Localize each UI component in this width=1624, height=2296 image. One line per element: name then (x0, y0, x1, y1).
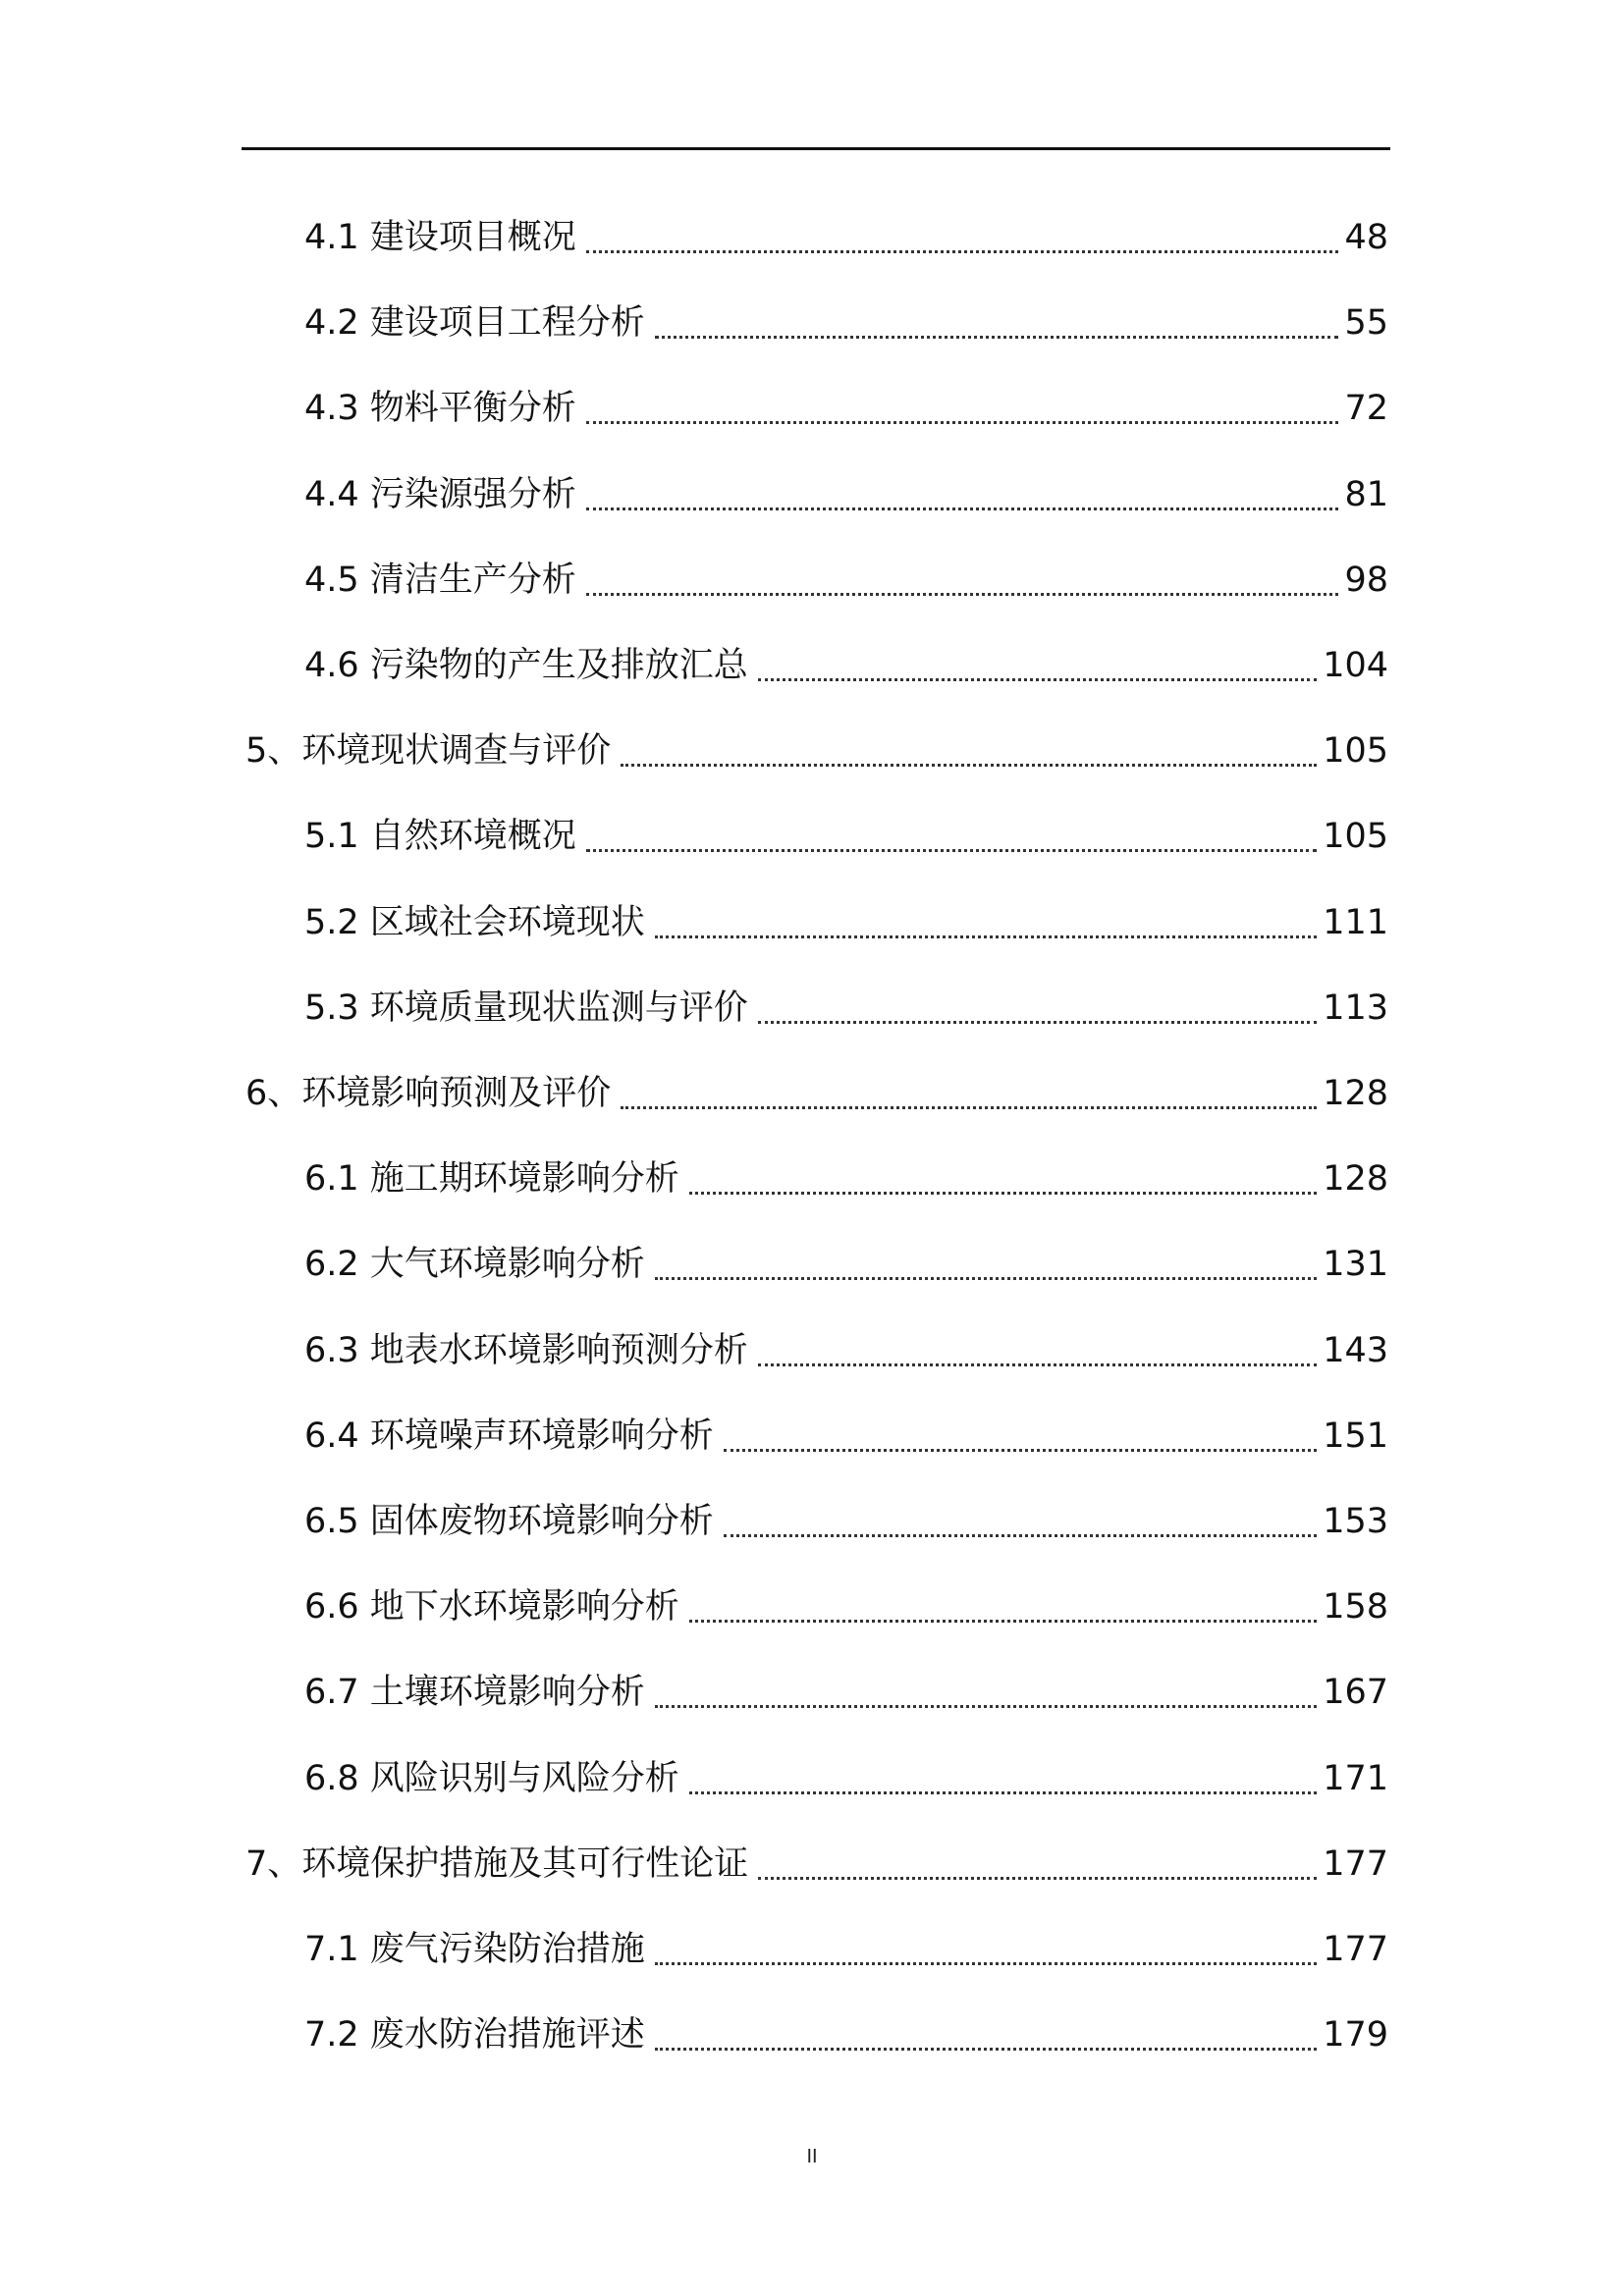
toc-entry-page: 177 (1323, 1844, 1388, 1884)
toc-entry-page: 151 (1323, 1416, 1388, 1456)
toc-dot-leader (621, 1106, 1317, 1109)
toc-dot-leader (655, 1962, 1317, 1965)
toc-dot-leader (586, 849, 1317, 852)
toc-dot-leader (655, 1277, 1317, 1280)
toc-dot-leader (655, 2048, 1317, 2051)
toc-entry[interactable] (245, 721, 1388, 780)
toc-entry-title: 4.4 污染源强分析 (304, 475, 576, 514)
toc-dot-leader (655, 336, 1339, 339)
toc-entry-title: 5.1 自然环境概况 (304, 817, 576, 856)
toc-entry[interactable] (304, 208, 1388, 267)
toc-entry-page: 55 (1344, 303, 1388, 343)
toc-dot-leader (586, 421, 1339, 424)
toc-entry-title: 5、环境现状调查与评价 (245, 731, 612, 771)
toc-entry-page: 105 (1323, 731, 1388, 771)
toc-entry-title: 5.2 区域社会环境现状 (304, 903, 645, 942)
toc-entry[interactable] (304, 1407, 1388, 1466)
toc-entry-title: 6.8 风险识别与风险分析 (304, 1759, 679, 1798)
toc-entry-page: 98 (1344, 561, 1388, 600)
toc-entry-page: 167 (1323, 1673, 1388, 1712)
toc-entry-title: 7.1 废气污染防治措施 (304, 1930, 645, 1969)
toc-entry[interactable] (304, 379, 1388, 438)
toc-entry-title: 4.3 物料平衡分析 (304, 389, 576, 428)
toc-entry-page: 179 (1323, 2015, 1388, 2055)
toc-entry-title: 6.7 土壤环境影响分析 (304, 1673, 645, 1712)
toc-entry-title: 4.1 建设项目概况 (304, 218, 576, 257)
toc-entry-title: 6.5 固体废物环境影响分析 (304, 1502, 714, 1541)
toc-entry[interactable] (304, 1577, 1388, 1636)
toc-entry-title: 6.1 施工期环境影响分析 (304, 1159, 679, 1199)
toc-entry-page: 158 (1323, 1587, 1388, 1627)
toc-entry-page: 111 (1323, 903, 1388, 942)
toc-dot-leader (758, 1877, 1317, 1880)
toc-entry-page: 81 (1344, 475, 1388, 514)
toc-dot-leader (724, 1534, 1317, 1537)
toc-entry[interactable] (304, 465, 1388, 524)
toc-entry[interactable] (304, 551, 1388, 610)
toc-entry-title: 7、环境保护措施及其可行性论证 (245, 1844, 749, 1884)
toc-entry[interactable] (304, 979, 1388, 1038)
toc-entry-page: 113 (1323, 988, 1388, 1028)
toc-entry-title: 6.4 环境噪声环境影响分析 (304, 1416, 714, 1456)
toc-entry-page: 131 (1323, 1245, 1388, 1284)
toc-entry-page: 128 (1323, 1159, 1388, 1199)
toc-entry-page: 72 (1344, 389, 1388, 428)
toc-entry-title: 6.2 大气环境影响分析 (304, 1245, 645, 1284)
toc-entry-title: 7.2 废水防治措施评述 (304, 2015, 645, 2055)
toc-entry[interactable] (245, 1835, 1388, 1894)
toc-entry-title: 6.3 地表水环境影响预测分析 (304, 1331, 748, 1370)
page-number: II (806, 2146, 818, 2167)
toc-entry-page: 104 (1323, 646, 1388, 685)
toc-entry[interactable] (304, 1321, 1388, 1380)
toc-entry-page: 105 (1323, 817, 1388, 856)
toc-entry[interactable] (304, 1920, 1388, 1979)
toc-entry[interactable] (304, 1492, 1388, 1551)
toc-dot-leader (586, 593, 1339, 596)
toc-entry[interactable] (304, 1149, 1388, 1208)
toc-dot-leader (621, 764, 1317, 767)
toc-entry-page: 177 (1323, 1930, 1388, 1969)
toc-entry-title: 4.2 建设项目工程分析 (304, 303, 645, 343)
toc-dot-leader (689, 1192, 1317, 1195)
toc-dot-leader (689, 1791, 1317, 1794)
toc-entry-title: 6、环境影响预测及评价 (245, 1074, 612, 1113)
toc-dot-leader (655, 935, 1317, 938)
toc-dot-leader (586, 507, 1339, 510)
toc-entry-page: 48 (1344, 218, 1388, 257)
toc-entry[interactable] (304, 807, 1388, 866)
toc-entry-page: 171 (1323, 1759, 1388, 1798)
toc-entry[interactable] (304, 1235, 1388, 1294)
toc-entry-title: 4.5 清洁生产分析 (304, 561, 576, 600)
toc-dot-leader (758, 1363, 1317, 1366)
toc-entry-title: 4.6 污染物的产生及排放汇总 (304, 646, 748, 685)
toc-entry[interactable] (304, 294, 1388, 352)
toc-entry-page: 143 (1323, 1331, 1388, 1370)
toc-dot-leader (758, 1021, 1317, 1024)
toc-dot-leader (655, 1705, 1317, 1708)
toc-entry-page: 128 (1323, 1074, 1388, 1113)
toc-entry-title: 5.3 环境质量现状监测与评价 (304, 988, 748, 1028)
toc-entry[interactable] (304, 636, 1388, 695)
toc-entry[interactable] (304, 893, 1388, 952)
toc-entry-page: 153 (1323, 1502, 1388, 1541)
toc-dot-leader (724, 1449, 1317, 1452)
toc-entry[interactable] (245, 1064, 1388, 1123)
toc-dot-leader (586, 250, 1339, 253)
toc-entry[interactable] (304, 1749, 1388, 1808)
toc-dot-leader (689, 1620, 1317, 1623)
toc-entry[interactable] (304, 1663, 1388, 1722)
toc-entry-title: 6.6 地下水环境影响分析 (304, 1587, 679, 1627)
toc-entry[interactable] (304, 2005, 1388, 2064)
toc-dot-leader (758, 678, 1317, 681)
